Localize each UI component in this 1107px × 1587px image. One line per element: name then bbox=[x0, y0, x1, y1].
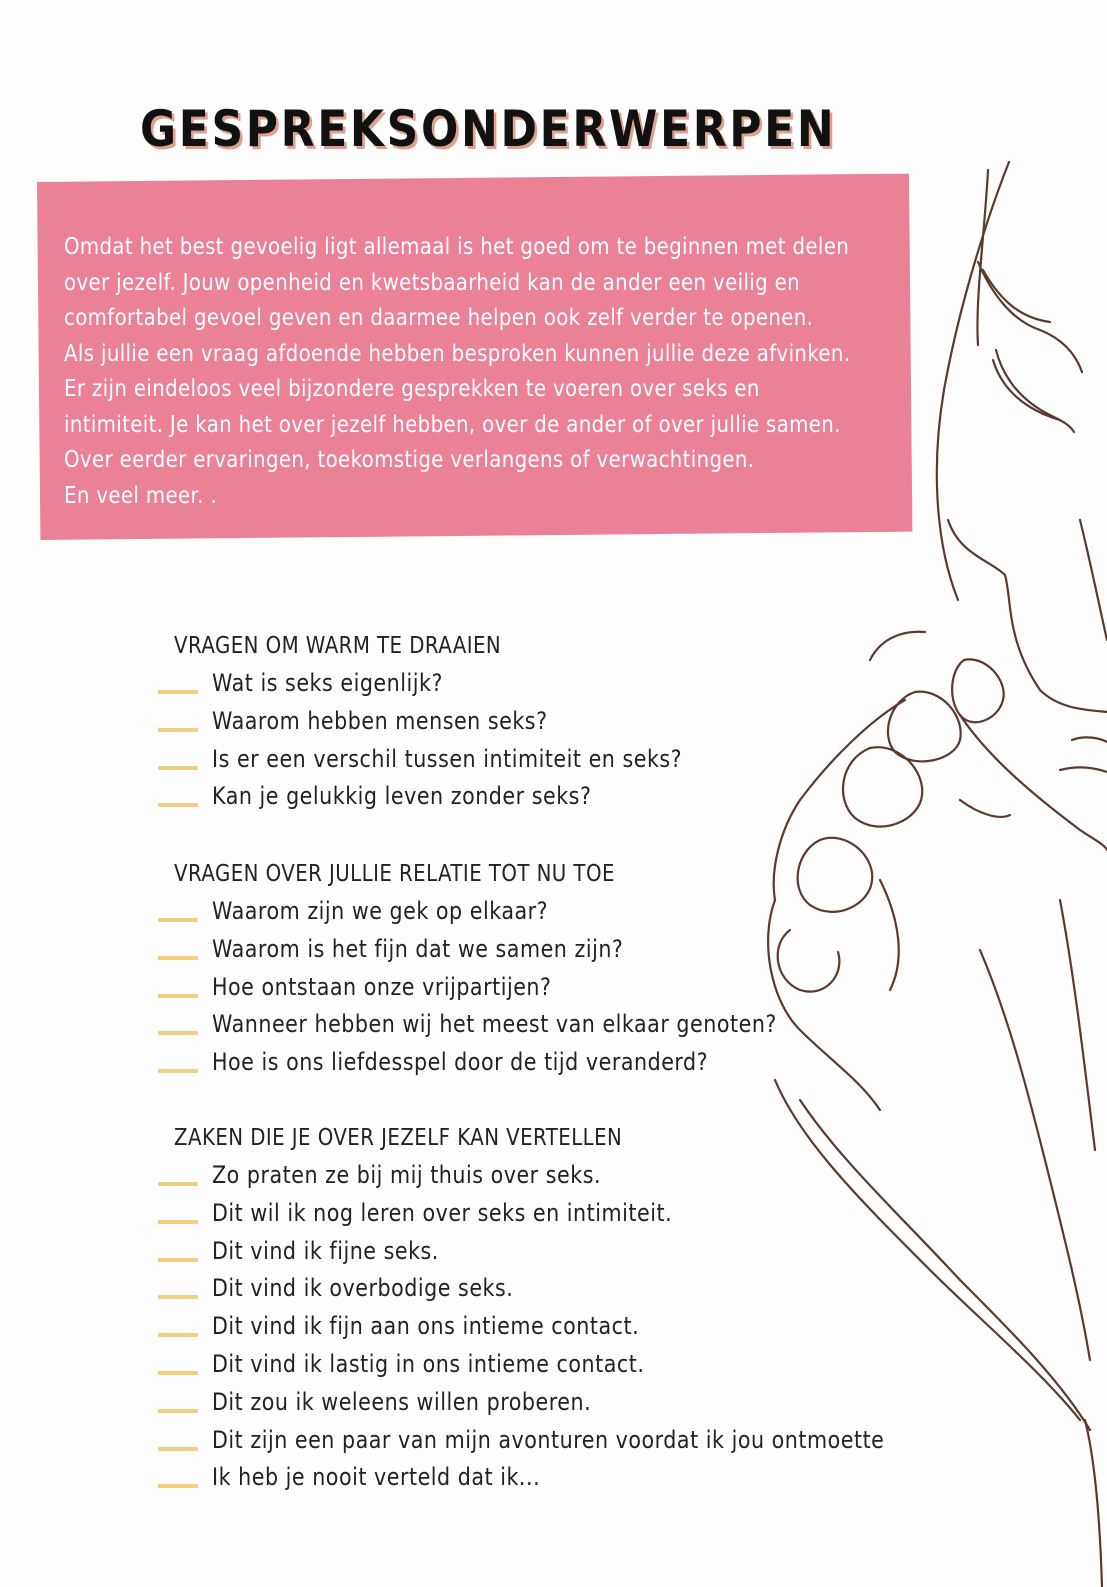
item-label: Dit vind ik overbodige seks. bbox=[212, 1274, 514, 1303]
checklist-item[interactable] bbox=[158, 1044, 918, 1082]
hair-strand bbox=[983, 270, 1050, 322]
checklist-item[interactable] bbox=[158, 931, 918, 969]
section-heading: VRAGEN OVER JULLIE RELATIE TOT NU TOE bbox=[174, 861, 615, 887]
section-heading: VRAGEN OM WARM TE DRAAIEN bbox=[174, 633, 502, 659]
nose bbox=[948, 520, 1107, 712]
item-label: Hoe is ons liefdesspel door de tijd veranderd? bbox=[212, 1048, 709, 1077]
item-label: Hoe ontstaan onze vrijpartijen? bbox=[212, 972, 552, 1001]
neck-line bbox=[1060, 900, 1095, 1150]
checkbox-line[interactable] bbox=[158, 1258, 198, 1262]
item-label: Is er een verschil tussen intimiteit en seks? bbox=[212, 744, 683, 773]
checklist-item[interactable] bbox=[158, 1157, 918, 1195]
finger bbox=[952, 659, 1004, 722]
item-label: Kan je gelukkig leven zonder seks? bbox=[212, 782, 592, 811]
intro-line: comfortabel gevoel geven en daarmee helpen ook zelf verder te openen. bbox=[64, 305, 814, 331]
intro-line: En veel meer. . bbox=[64, 482, 218, 509]
checklist-item[interactable] bbox=[158, 1384, 918, 1422]
closed-eye bbox=[996, 350, 1074, 432]
palm-line bbox=[960, 800, 1010, 817]
checkbox-line[interactable] bbox=[158, 803, 198, 807]
intro-line: Over eerder ervaringen, toekomstige verlangens of verwachtingen. bbox=[64, 447, 755, 473]
item-label: Dit vind ik fijne seks. bbox=[212, 1236, 439, 1265]
checkbox-line[interactable] bbox=[158, 766, 198, 770]
intro-line: over jezelf. Jouw openheid en kwetsbaarheid kan de ander een veilig en bbox=[64, 269, 801, 296]
lip bbox=[1060, 767, 1107, 772]
checkbox-line[interactable] bbox=[158, 1182, 198, 1186]
item-label: Dit vind ik fijn aan ons intieme contact. bbox=[212, 1312, 640, 1341]
checklist-item[interactable] bbox=[158, 1459, 918, 1497]
palm bbox=[960, 715, 1107, 850]
checklist-item[interactable] bbox=[158, 1233, 918, 1271]
shoulder bbox=[1085, 1420, 1102, 1587]
checkbox-line[interactable] bbox=[158, 1371, 198, 1375]
checklist-item[interactable] bbox=[158, 703, 918, 741]
item-label: Dit vind ik lastig in ons intieme contact. bbox=[212, 1349, 645, 1378]
checkbox-line[interactable] bbox=[158, 918, 198, 922]
checklist-item[interactable] bbox=[158, 1270, 918, 1308]
checkbox-line[interactable] bbox=[158, 1409, 198, 1413]
checklist-item[interactable] bbox=[158, 665, 918, 703]
item-label: Zo praten ze bij mij thuis over seks. bbox=[212, 1161, 602, 1189]
mouth bbox=[1072, 737, 1107, 742]
cheek-stroke bbox=[1080, 520, 1107, 640]
checklist-item[interactable] bbox=[158, 969, 918, 1007]
item-label: Waarom hebben mensen seks? bbox=[212, 706, 548, 735]
intro-text bbox=[64, 230, 851, 514]
intro-line: intimiteit. Je kan het over jezelf hebben, over de ander of over jullie samen. bbox=[64, 411, 841, 438]
checkbox-line[interactable] bbox=[158, 1031, 198, 1035]
item-label: Wanneer hebben wij het meest van elkaar genoten? bbox=[212, 1010, 777, 1039]
face-edge bbox=[977, 170, 988, 345]
item-label: Waarom is het fijn dat we samen zijn? bbox=[212, 934, 624, 963]
item-label: Wat is seks eigenlijk? bbox=[212, 669, 443, 697]
checkbox-line[interactable] bbox=[158, 1295, 198, 1299]
checkbox-line[interactable] bbox=[158, 956, 198, 960]
checkbox-line[interactable] bbox=[158, 690, 198, 694]
checkbox-line[interactable] bbox=[158, 1220, 198, 1224]
checklist-item[interactable] bbox=[158, 1422, 918, 1460]
checkbox-line[interactable] bbox=[158, 728, 198, 732]
section-warm-up bbox=[158, 627, 918, 816]
checklist-item[interactable] bbox=[158, 778, 918, 816]
intro-line: Als jullie een vraag afdoende hebben besproken kunnen jullie deze afvinken. bbox=[64, 340, 851, 367]
checklist-item[interactable] bbox=[158, 1346, 918, 1384]
intro-line: Omdat het best gevoelig ligt allemaal is het goed om te beginnen met delen bbox=[64, 234, 850, 260]
checkbox-line[interactable] bbox=[158, 994, 198, 998]
item-label: Dit zijn een paar van mijn avonturen voordat ik jou ontmoette bbox=[212, 1425, 885, 1454]
head-contour bbox=[937, 162, 1009, 600]
checklist-item[interactable] bbox=[158, 1308, 918, 1346]
checkbox-line[interactable] bbox=[158, 1333, 198, 1337]
neck-line bbox=[980, 950, 1090, 1360]
checkbox-line[interactable] bbox=[158, 1069, 198, 1073]
item-label: Dit wil ik nog leren over seks en intimiteit. bbox=[212, 1198, 673, 1227]
item-label: Ik heb je nooit verteld dat ik... bbox=[212, 1463, 541, 1492]
intro-line: Er zijn eindeloos veel bijzondere gesprekken te voeren over seks en bbox=[64, 376, 760, 402]
item-label: Dit zou ik weleens willen proberen. bbox=[212, 1387, 592, 1416]
section-heading: ZAKEN DIE JE OVER JEZELF KAN VERTELLEN bbox=[174, 1125, 623, 1151]
section-about-yourself bbox=[158, 1119, 918, 1497]
checklist-item[interactable] bbox=[158, 741, 918, 779]
item-label: Waarom zijn we gek op elkaar? bbox=[212, 897, 549, 925]
checkbox-line[interactable] bbox=[158, 1447, 198, 1451]
checkbox-line[interactable] bbox=[158, 1484, 198, 1488]
section-relationship bbox=[158, 855, 918, 1082]
page-title: GESPREKSONDERWERPEN bbox=[140, 100, 837, 158]
checklist-item[interactable] bbox=[158, 1195, 918, 1233]
checklist-item[interactable] bbox=[158, 1006, 918, 1044]
checklist-item[interactable] bbox=[158, 893, 918, 931]
